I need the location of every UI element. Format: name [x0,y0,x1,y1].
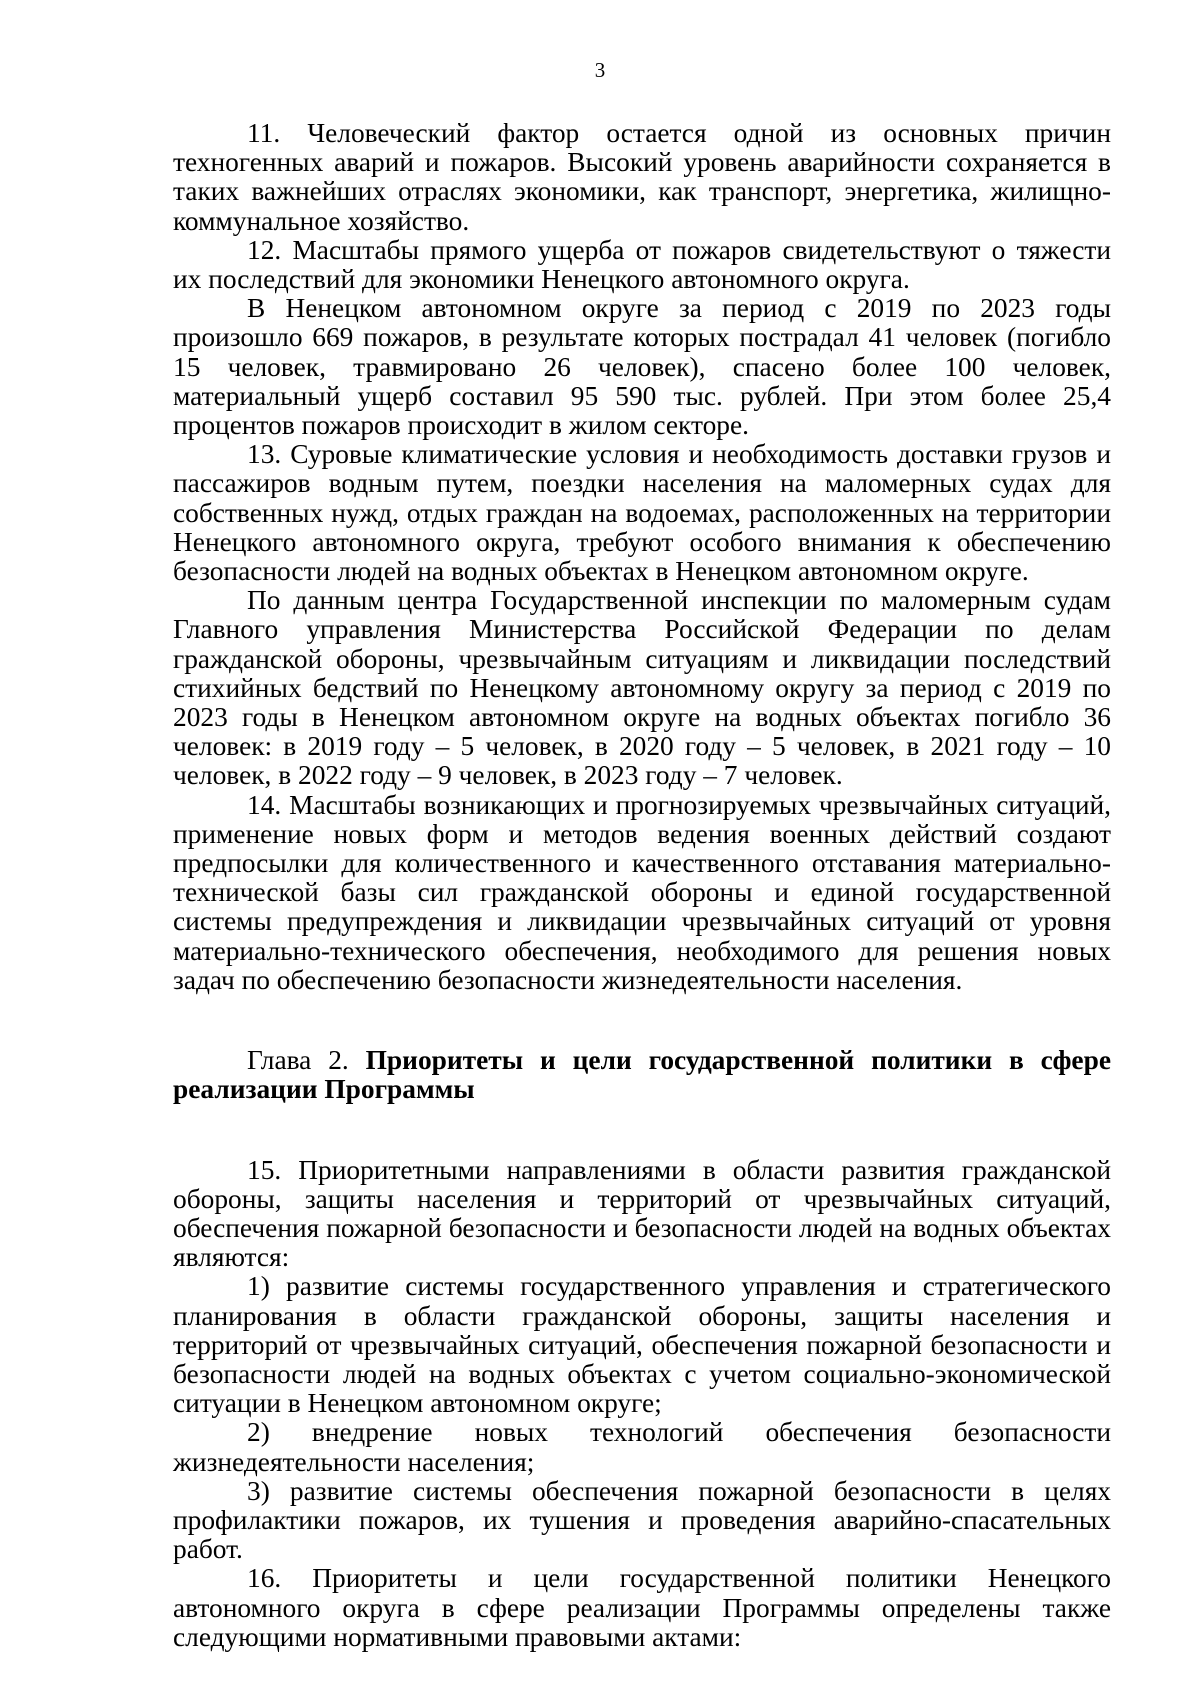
list-item-1: 1) развитие системы государственного управления и стратегического планирования в области гражданской обороны, защиты населения и территорий от чрезвычайных ситуаций, обеспечения пожарной безопасности и безопасности людей на водных объектах с учетом социально-экономической ситуации в Ненецком автономном округе; [173,1271,1111,1419]
paragraph-fire-statistics: В Ненецком автономном округе за период с 2019 по 2023 годы произошло 669 пожаров, в результате которых пострадал 41 человек (погибло 15 человек, травмировано 26 человек), спасено более 100 человек, материальный ущерб составил 95 590 тыс. рублей. При этом более 25,4 процентов пожаров происходит в жилом секторе. [173,293,1111,441]
page-number: 3 [594,58,606,82]
paragraph-16: 16. Приоритеты и цели государственной политики Ненецкого автономного округа в сфере реализации Программы определены также следующими нормативными правовыми актами: [173,1563,1111,1652]
paragraph-water-statistics: По данным центра Государственной инспекции по маломерным судам Главного управления Министерства Российской Федерации по делам гражданской обороны, чрезвычайным ситуациям и ликвидации последствий стихийных бедствий по Ненецкому автономному округу за период с 2019 по 2023 годы в Ненецком автономном округе на водных объектах погибло 36 человек: в 2019 году – 5 человек, в 2020 году – 5 человек, в 2021 году – 10 человек, в 2022 году – 9 человек, в 2023 году – 7 человек. [173,585,1111,791]
chapter-heading [173,1046,1111,1104]
paragraph-14: 14. Масштабы возникающих и прогнозируемых чрезвычайных ситуаций, применение новых форм и методов ведения военных действий создают предпосылки для количественного и качественного отставания материально-технической базы сил гражданской обороны и единой государственной системы предупреждения и ликвидации чрезвычайных ситуаций от уровня материально-технического обеспечения, необходимого для решения новых задач по обеспечению безопасности жизнедеятельности населения. [173,789,1111,995]
paragraph-12: 12. Масштабы прямого ущерба от пожаров свидетельствуют о тяжести их последствий для экономики Ненецкого автономного округа. [173,234,1111,295]
chapter-heading-title: Приоритеты и цели государственной политики в сфере реализации Программы [173,1045,1111,1105]
list-item-2: 2) внедрение новых технологий обеспечения безопасности жизнедеятельности населения; [173,1417,1111,1477]
paragraph-11: 11. Человеческий фактор остается одной из основных причин техногенных аварий и пожаров. Высокий уровень аварийности сохраняется в таких важнейших отраслях экономики, как транспорт, энергетика, жилищно-коммунальное хозяйство. [173,118,1111,236]
paragraph-13: 13. Суровые климатические условия и необходимость доставки грузов и пассажиров водным путем, поездки населения на маломерных судах для собственных нужд, отдых граждан на водоемах, расположенных на территории Ненецкого автономного округа, требуют особого внимания к обеспечению безопасности людей на водных объектах в Ненецком автономном округе. [173,439,1111,587]
list-item-3: 3) развитие системы обеспечения пожарной безопасности в целях профилактики пожаров, их тушения и проведения аварийно-спасательных работ. [173,1475,1111,1565]
chapter-heading-prefix: Глава 2. [247,1045,366,1076]
document-body [173,119,1111,1652]
paragraph-15: 15. Приоритетными направлениями в области развития гражданской обороны, защиты населения и территорий от чрезвычайных ситуаций, обеспечения пожарной безопасности и безопасности людей на водных объектах являются: [173,1154,1111,1273]
